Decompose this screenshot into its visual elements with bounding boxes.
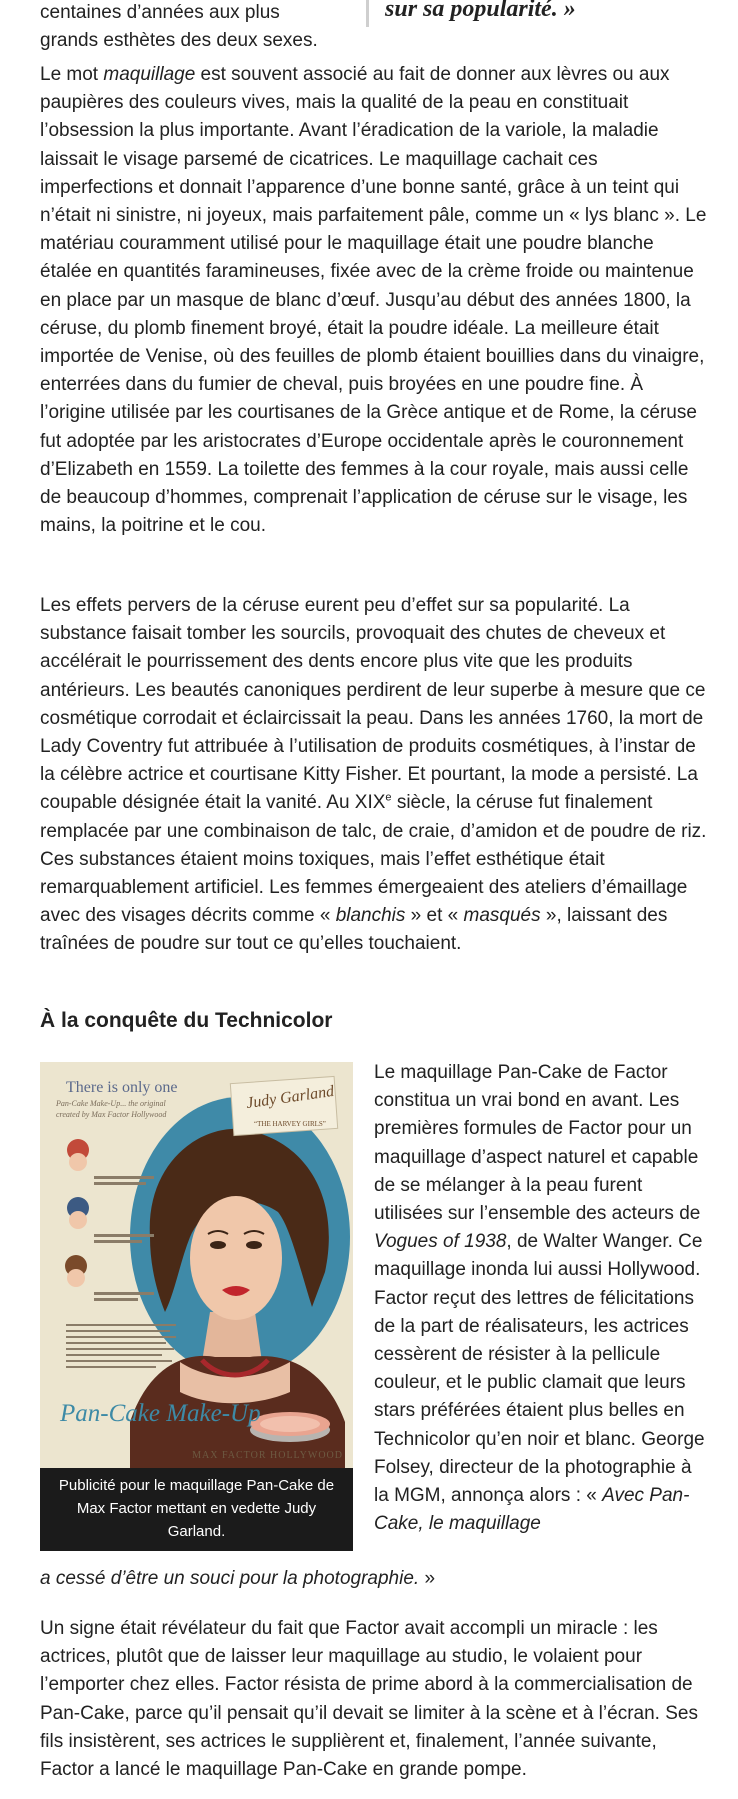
emphasis-text: blanchis [335,905,406,927]
superscript-text: e [385,792,392,805]
paragraph-miracle [40,1615,708,1784]
advert-film: “THE HARVEY GIRLS” [254,1120,326,1128]
text-run: » [419,1568,436,1589]
figure-caption: Publicité pour le maquillage Pan-Cake de Max Factor mettant en vedette Judy Garland. [40,1468,353,1551]
text-run: », laissant des traînées de poudre sur tout ce qu’elles touchaient. [40,905,668,955]
emphasis-text: maquillage [103,64,196,85]
section-heading: À la conquête du Technicolor [40,1009,333,1032]
emphasis-text: masqués [463,905,541,927]
advert-footer: MAX FACTOR HOLLYWOOD [192,1450,343,1461]
emphasis-text: a cessé d’être un souci pour la photographie. [40,1568,420,1589]
text-run: est souvent associé au fait de donner aux lèvres ou aux paupières des couleurs vives, mais la qualité de la peau en constituait l’obsession la plus importante. Avant l’éradication de la variole, la maladie laissait le visage parsemé de cicatrices. Le maquillage cachait ces imperfections et donnait l’apparence d’une bonne santé, grâce à un teint qui n’était ni sinistre, ni joyeux, mais parfaitement pâle, comme un « lys blanc ». Le matériau couramment utilisé pour le maquillage était une poudre blanche étalée en quantités faramineuses, fixée avec de la crème froide ou maintenue en place par un masque de blanc d’œuf. Jusqu’au début des années 1800, la céruse, du plomb finement broyé, était la poudre idéale. La meilleure était importée de Venise, où des feuilles de plomb étaient bouillies dans du vinaigre, enterrées dans du fumier de cheval, puis broyées en une poudre fine. À l’origine utilisée par les courtisanes de la Grèce antique et de Rome, la céruse fut adoptée par les aristocrates d’Europe occidentale après le couronnement d’Elizabeth en 1559. La toilette des femmes à la cour royale, mais aussi celle de beaucoup d’hommes, comprenait l’application de céruse sur le visage, les mains, la poitrine et le cou. [40,64,707,537]
text-run: Les effets pervers de la céruse eurent peu d’effet sur sa popularité. La substance faisait tomber les sourcils, provoquait des chutes de cheveux et accélérait le pourrissement des dents encore plus vite que les produits antérieurs. Les beautés canoniques perdirent de leur superbe à mesure que ce cosmétique corrodait et éclaircissait la peau. Dans les années 1760, la mort de Lady Coventry fut attribuée à l’utilisation de produits cosmétiques, à l’instar de la célèbre actrice et courtisane Kitty Fisher. Et pourtant, la mode a persisté. La coupable désignée était la vanité. Au XIX [40,595,706,814]
paragraph-pan-cake [374,1059,708,1538]
advert-subline: Pan-Cake Make-Up... the original created by Max Factor Hollywood [56,1099,167,1119]
advert-figure [40,1062,353,1551]
paragraph-ceruse [40,61,708,540]
advert-headline: There is only one [66,1079,178,1096]
text-run: Un signe était révélateur du fait que Factor avait accompli un miracle : les actrices, plutôt que de laisser leur maquillage au studio, le volaient pour l’emporter chez elles. Factor résista de prime abord à la commercialisation de Pan-Cake, parce qu’il pensait qu’il devait se limiter à la scène et à l’écran. Ses fils insistèrent, ses actrices le supplièrent et, finalement, l’année suivante, Factor a lancé le maquillage Pan-Cake en grande pompe. [40,1618,698,1781]
pull-quote: sur sa popularité. » [366,0,696,27]
emphasis-text: Avec Pan-Cake, le maquillage [374,1485,690,1535]
pan-cake-advert-image [40,1062,353,1468]
emphasis-text: Vogues of 1938 [374,1231,507,1253]
text-run: , de Walter Wanger. Ce maquillage inonda lui aussi Hollywood. Factor reçut des lettres de félicitations de la part de réalisateurs, les actrices cessèrent de résister à la pellicule couleur, et le public clamait que leurs stars préférées étaient plus belles en Technicolor qu’en noir et blanc. George Folsey, directeur de la photographie à la MGM, annonça alors : « [374,1231,705,1507]
paragraph-pan-cake-continued [40,1565,708,1593]
text-run: siècle, la céruse fut finalement remplacée par une combinaison de talc, de craie, d’amidon et de poudre de riz. Ces substances étaient moins toxiques, mais l’effet esthétique était remarquablement artificiel. Les femmes émergeaient des ateliers d’émaillage avec des visages décrits comme « [40,792,707,927]
paragraph-effects [40,592,708,959]
advert-brand: Pan-Cake Make-Up [60,1400,261,1427]
text-run: Le mot [40,64,104,85]
text-run: » et « [405,905,464,927]
text-run: Le maquillage Pan-Cake de Factor constitua un vrai bond en avant. Les premières formules de Factor pour un maquillage d’aspect naturel et capable de se mélanger à la peau furent utilisées sur l’ensemble des acteurs de [374,1062,701,1225]
advert-signature: Judy Garland [245,1082,336,1113]
intro-fragment: centaines d’années aux plus grands esthètes des deux sexes. [40,2,318,52]
